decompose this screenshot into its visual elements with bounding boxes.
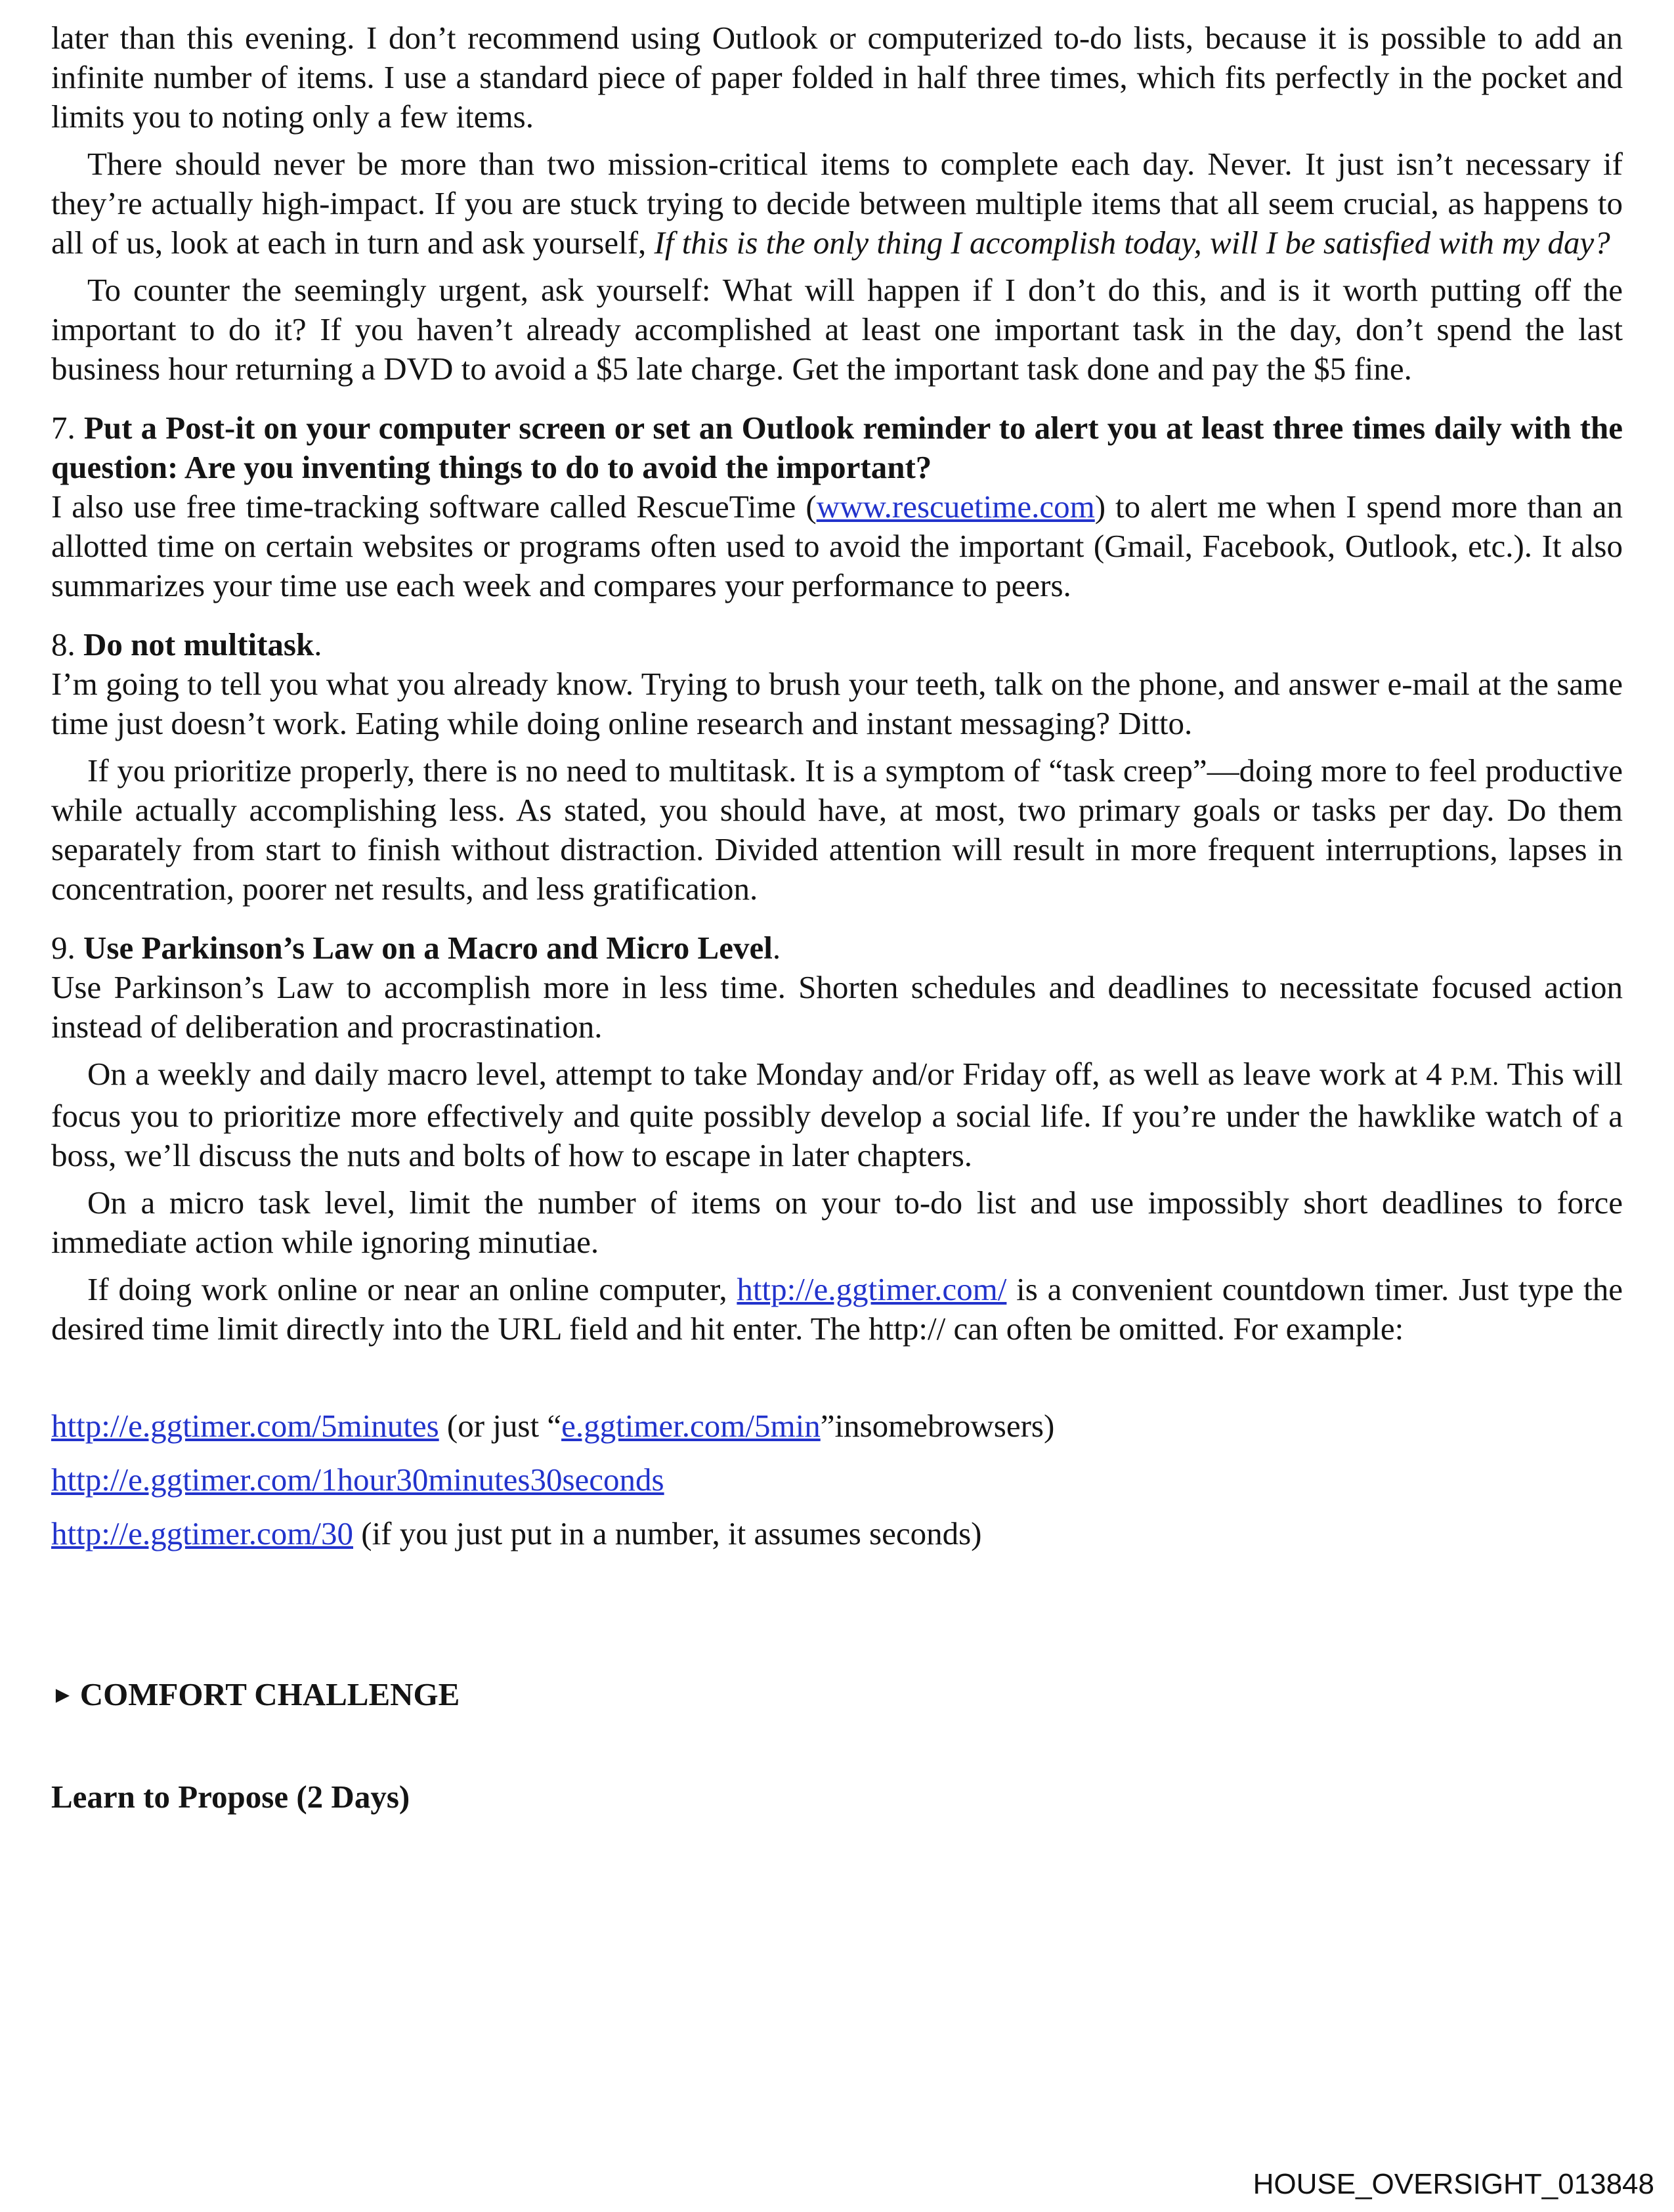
text-run: There should never be more than two mission-critical items to complete each day. Never. It just isn’t necessary if they’re actually high-impact. If you are stuck trying to decide between multiple items that all seem crucial, as happens to all of us, look at each in turn and ask yourself,: [51, 146, 1623, 261]
text-run: is a convenient countdown timer. Just type the desired time limit directly into the URL field and hit enter. The http:// can often be omitted. For example:: [51, 1271, 1623, 1347]
text-run: If doing work online or near an online computer,: [87, 1271, 737, 1307]
text-run: (or just “: [439, 1408, 562, 1444]
text-run: .: [772, 930, 781, 966]
tip-7-post-it: [51, 408, 1623, 605]
mission-critical-paragraph: [51, 144, 1623, 263]
intro-continuation-paragraph: [51, 18, 1623, 137]
text-run: later than this evening. I don’t recommend using Outlook or computerized to-do lists, because it is possible to add an infinite number of items. I use a standard piece of paper folded in half three times, which fits perfectly in the pocket and limits you to noting only a few items.: [51, 20, 1623, 135]
text-run: 8.: [51, 626, 83, 662]
text-run: I’m going to tell you what you already know. Trying to brush your teeth, talk on the phone, and answer e-mail at the same time just doesn’t work. Eating while doing online research and instant messaging? Ditto.: [51, 666, 1623, 741]
bold-text: Do not multitask: [83, 626, 314, 662]
text-run: This will focus you to prioritize more effectively and quite possibly develop a social life. If you’re under the hawklike watch of a boss, we’ll discuss the nuts and bolts of how to escape in later chapters.: [51, 1056, 1623, 1173]
link-ggtimer-30[interactable]: http://e.ggtimer.com/30: [51, 1515, 353, 1551]
counter-urgent-paragraph: [51, 271, 1623, 389]
text-run: 7.: [51, 410, 84, 446]
micro-level-paragraph: [51, 1183, 1623, 1262]
tip-8-do-not-multitask: [51, 625, 1623, 743]
text-run: If you prioritize properly, there is no need to multitask. It is a symptom of “task creep”—doing more to feel productive while actually accomplishing less. As stated, you should have, at most, two primary goals or tasks per day. Do them separately from start to finish without distraction. Divided attention will result in more frequent interruptions, lapses in concentration, poorer net results, and less gratification.: [51, 752, 1623, 907]
macro-level-paragraph: [51, 1054, 1623, 1175]
bold-text: Learn to Propose (2 Days): [51, 1779, 410, 1815]
text-run: On a micro task level, limit the number of items on your to-do list and use impossibly short deadlines to force immediate action while ignoring minutiae.: [51, 1184, 1623, 1260]
tip-9-parkinsons-law: [51, 928, 1623, 1047]
text-run: ”insomebrowsers): [820, 1408, 1055, 1444]
ggtimer-example-1: [51, 1406, 1623, 1446]
text-run: On a weekly and daily macro level, attempt to take Monday and/or Friday off, as well as leave work at 4: [87, 1056, 1451, 1092]
link-rescuetime[interactable]: www.rescuetime.com: [816, 488, 1095, 525]
link-ggtimer[interactable]: http://e.ggtimer.com/: [737, 1271, 1007, 1307]
text-run: (if you just put in a number, it assumes seconds): [353, 1515, 982, 1551]
bold-text: Put a Post-it on your computer screen or set an Outlook reminder to alert you at least three times daily with the question: Are you inventing things to do to avoid the important?: [51, 410, 1623, 485]
ggtimer-example-3: [51, 1514, 1623, 1553]
text-run: .: [314, 626, 322, 662]
bold-text: Use Parkinson’s Law on a Macro and Micro Level: [83, 930, 773, 966]
text-run: 9.: [51, 930, 83, 966]
right-arrow-icon: ►: [51, 1682, 80, 1708]
link-ggtimer-5min[interactable]: e.ggtimer.com/5min: [561, 1408, 821, 1444]
link-ggtimer-1hour30minutes30seconds[interactable]: http://e.ggtimer.com/1hour30minutes30seconds: [51, 1462, 664, 1498]
text-run: Use Parkinson’s Law to accomplish more in less time. Shorten schedules and deadlines to necessitate focused action instead of deliberation and procrastination.: [51, 969, 1623, 1045]
bold-text: COMFORT CHALLENGE: [79, 1676, 460, 1712]
small-caps-text: P.M.: [1450, 1062, 1499, 1091]
document-body: [51, 18, 1623, 1817]
link-ggtimer-5minutes[interactable]: http://e.ggtimer.com/5minutes: [51, 1408, 439, 1444]
italic-text: If this is the only thing I accomplish today, will I be satisfied with my day?: [654, 225, 1610, 261]
text-run: I also use free time-tracking software called RescueTime (: [51, 488, 817, 525]
task-creep-paragraph: [51, 751, 1623, 909]
ggtimer-intro-paragraph: [51, 1270, 1623, 1349]
text-run: ) to alert me when I spend more than an allotted time on certain websites or programs often used to avoid the important (Gmail, Facebook, Outlook, etc.). It also summarizes your time use each week and compares your performance to peers.: [51, 488, 1623, 603]
comfort-challenge-heading: [51, 1675, 1623, 1715]
learn-to-propose-heading: [51, 1777, 1623, 1817]
footer-watermark: HOUSE_OVERSIGHT_013848: [1253, 2168, 1654, 2200]
text-run: To counter the seemingly urgent, ask yourself: What will happen if I don’t do this, and is it worth putting off the important to do it? If you haven’t already accomplished at least one important task in the day, don’t spend the last business hour returning a DVD to avoid a $5 late charge. Get the important task done and pay the $5 fine.: [51, 272, 1623, 387]
ggtimer-example-2: [51, 1460, 1623, 1500]
